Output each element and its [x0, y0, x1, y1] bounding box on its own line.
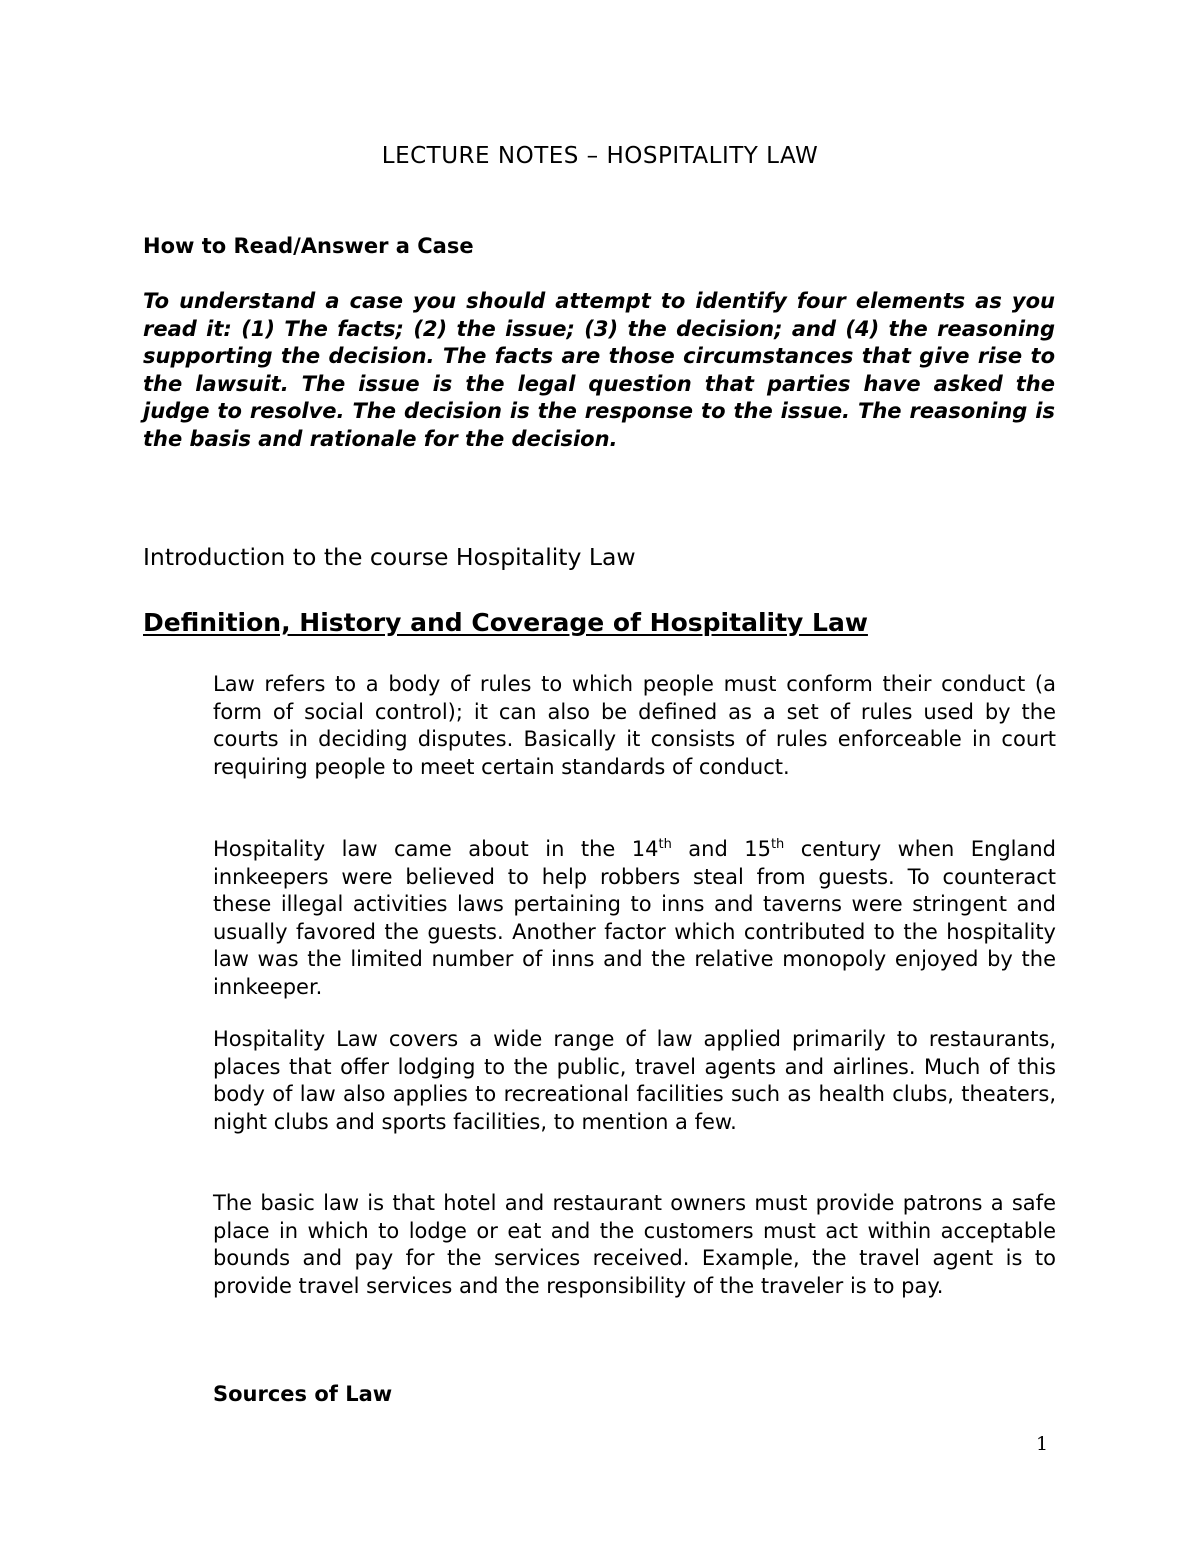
history-text-part-2: and 15 [671, 837, 771, 861]
ordinal-suffix-14th: th [658, 837, 672, 852]
case-heading: How to Read/Answer a Case [143, 234, 474, 258]
page-number: 1 [1036, 1433, 1049, 1455]
document-title: LECTURE NOTES – HOSPITALITY LAW [381, 143, 819, 169]
sources-of-law-heading: Sources of Law [213, 1382, 393, 1406]
paragraph-history [213, 836, 1056, 1001]
paragraph-coverage: Hospitality Law covers a wide range of law applied primarily to restaurants, places that offer lodging to the public, travel agents and airlines. Much of this body of law also applies to recreational facilities such as health clubs, theaters, night clubs and sports facilities, to mention a few. [213, 1027, 1056, 1134]
ordinal-suffix-15th: th [770, 837, 785, 852]
section-heading-definition: Definition, History and Coverage of Hospitality Law [143, 608, 868, 637]
course-introduction-heading: Introduction to the course Hospitality Law [143, 543, 636, 571]
paragraph-basic-law: The basic law is that hotel and restaurant owners must provide patrons a safe place in which to lodge or eat and the customers must act within acceptable bounds and pay for the services received. Example, the travel agent is to provide travel services and the responsibility of the traveler is to pay. [213, 1191, 1056, 1298]
case-instructions-paragraph: To understand a case you should attempt to identify four elements as you read it: (1) The facts; (2) the issue; (3) the decision; and (4) the reasoning supporting the decision. The facts are those circumstances that give rise to the lawsuit. The issue is the legal question that parties have asked the judge to resolve. The decision is the response to the issue. The reasoning is the basis and rationale for the decision. [143, 289, 1055, 451]
paragraph-law-definition: Law refers to a body of rules to which people must conform their conduct (a form of social control); it can also be defined as a set of rules used by the courts in deciding disputes. Basically it consists of rules enforceable in court requiring people to meet certain standards of conduct. [213, 672, 1056, 779]
history-text-part-1: Hospitality law came about in the 14 [213, 837, 659, 861]
history-text-part-3: century when England innkeepers were believed to help robbers steal from guests. To counteract these illegal activities laws pertaining to inns and taverns were stringent and usually favored the guests. Another factor which contributed to the hospitality law was the limited number of inns and the relative monopoly enjoyed by the innkeeper. [213, 837, 1056, 999]
